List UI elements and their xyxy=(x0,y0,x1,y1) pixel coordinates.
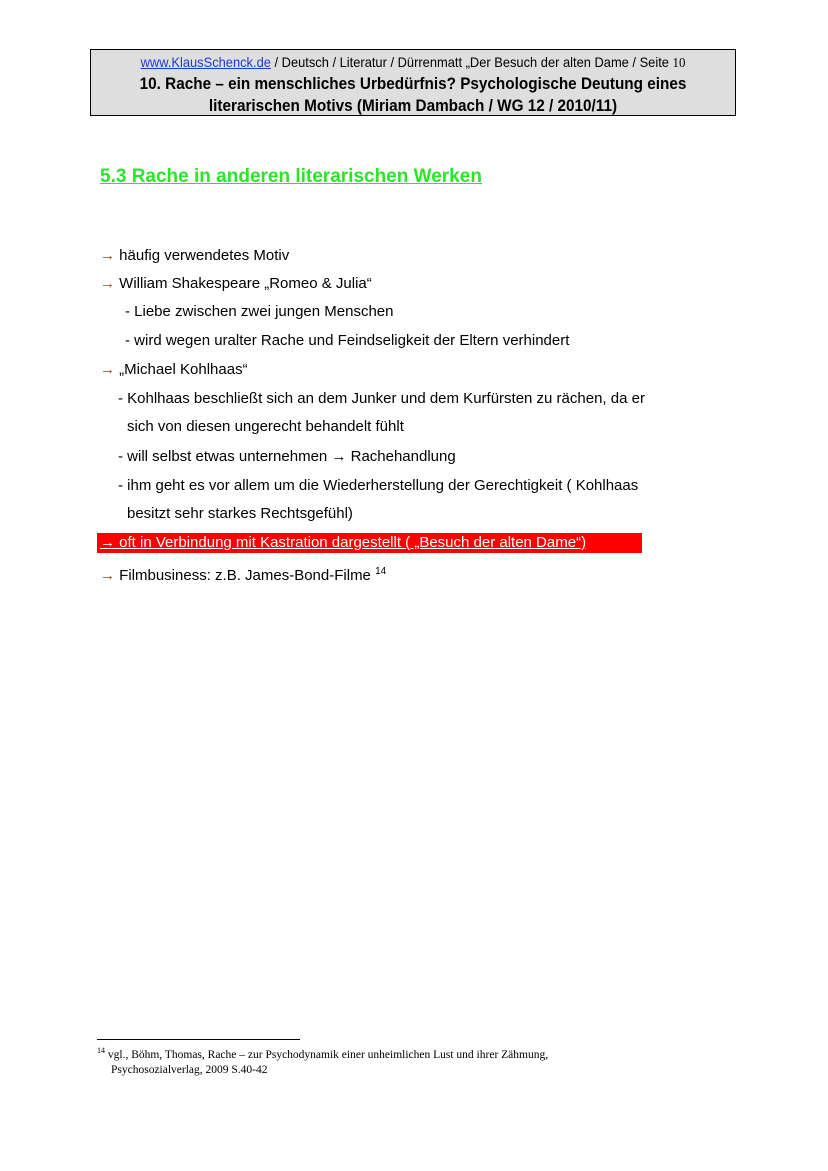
sub-line: besitzt sehr starkes Rechtsgefühl) xyxy=(127,505,353,522)
footnote-ref[interactable]: 14 xyxy=(375,566,387,577)
header-path: / Deutsch / Literatur / Dürrenmatt „Der Besuch der alten Dame / Seite xyxy=(270,54,673,70)
line-text: häufig verwendetes Motiv xyxy=(115,247,290,264)
arrow-icon: → xyxy=(331,448,347,465)
sub-line: - Liebe zwischen zwei jungen Menschen xyxy=(125,303,394,320)
footnote-text: Psychosozialverlag, 2009 S.40-42 xyxy=(111,1064,268,1076)
section-heading: 5.3 Rache in anderen literarischen Werken xyxy=(100,166,482,187)
bullet-line xyxy=(100,246,289,266)
header-breadcrumb xyxy=(117,53,709,73)
footnote xyxy=(97,1043,548,1078)
line-text: Rachehandlung xyxy=(346,448,456,465)
line-text: - will selbst etwas unternehmen xyxy=(118,448,332,465)
header-title-line1: 10. Rache – ein menschliches Urbedürfnis? Psychologische Deutung eines xyxy=(139,74,687,93)
bullet-line xyxy=(100,562,386,586)
line-text: Filmbusiness: z.B. James-Bond-Filme xyxy=(115,567,376,584)
sub-line: sich von diesen ungerecht behandelt fühlt xyxy=(127,418,404,435)
sub-line: - wird wegen uralter Rache und Feindseligkeit der Eltern verhindert xyxy=(125,332,570,349)
page-number: 10 xyxy=(672,56,686,71)
line-text: William Shakespeare „Romeo & Julia“ xyxy=(115,275,372,292)
sub-line: - ihm geht es vor allem um die Wiederherstellung der Gerechtigkeit ( Kohlhaas xyxy=(118,477,639,494)
footnote-text: vgl., Böhm, Thomas, Rache – zur Psychodynamik einer unheimlichen Lust und ihrer Zähmung, xyxy=(105,1049,549,1061)
footnote-divider xyxy=(97,1039,300,1040)
arrow-icon: → xyxy=(100,275,115,292)
bullet-line xyxy=(100,274,372,294)
line-text: „Michael Kohlhaas“ xyxy=(115,361,248,378)
page-header xyxy=(90,49,736,116)
arrow-icon: → xyxy=(100,567,115,584)
arrow-icon: → xyxy=(100,247,115,264)
header-title-line2: literarischen Motivs (Miriam Dambach / WG 12 / 2010/11) xyxy=(208,96,618,115)
highlighted-line: → oft in Verbindung mit Kastration dargestellt ( „Besuch der alten Dame“) xyxy=(100,534,587,551)
arrow-icon: → xyxy=(100,361,115,378)
bullet-line xyxy=(100,360,248,380)
sub-line: - Kohlhaas beschließt sich an dem Junker und dem Kurfürsten zu rächen, da er xyxy=(118,390,645,407)
site-link[interactable]: www.KlausSchenck.de xyxy=(140,54,271,70)
sub-line xyxy=(118,447,456,467)
footnote-number: 14 xyxy=(97,1046,105,1055)
